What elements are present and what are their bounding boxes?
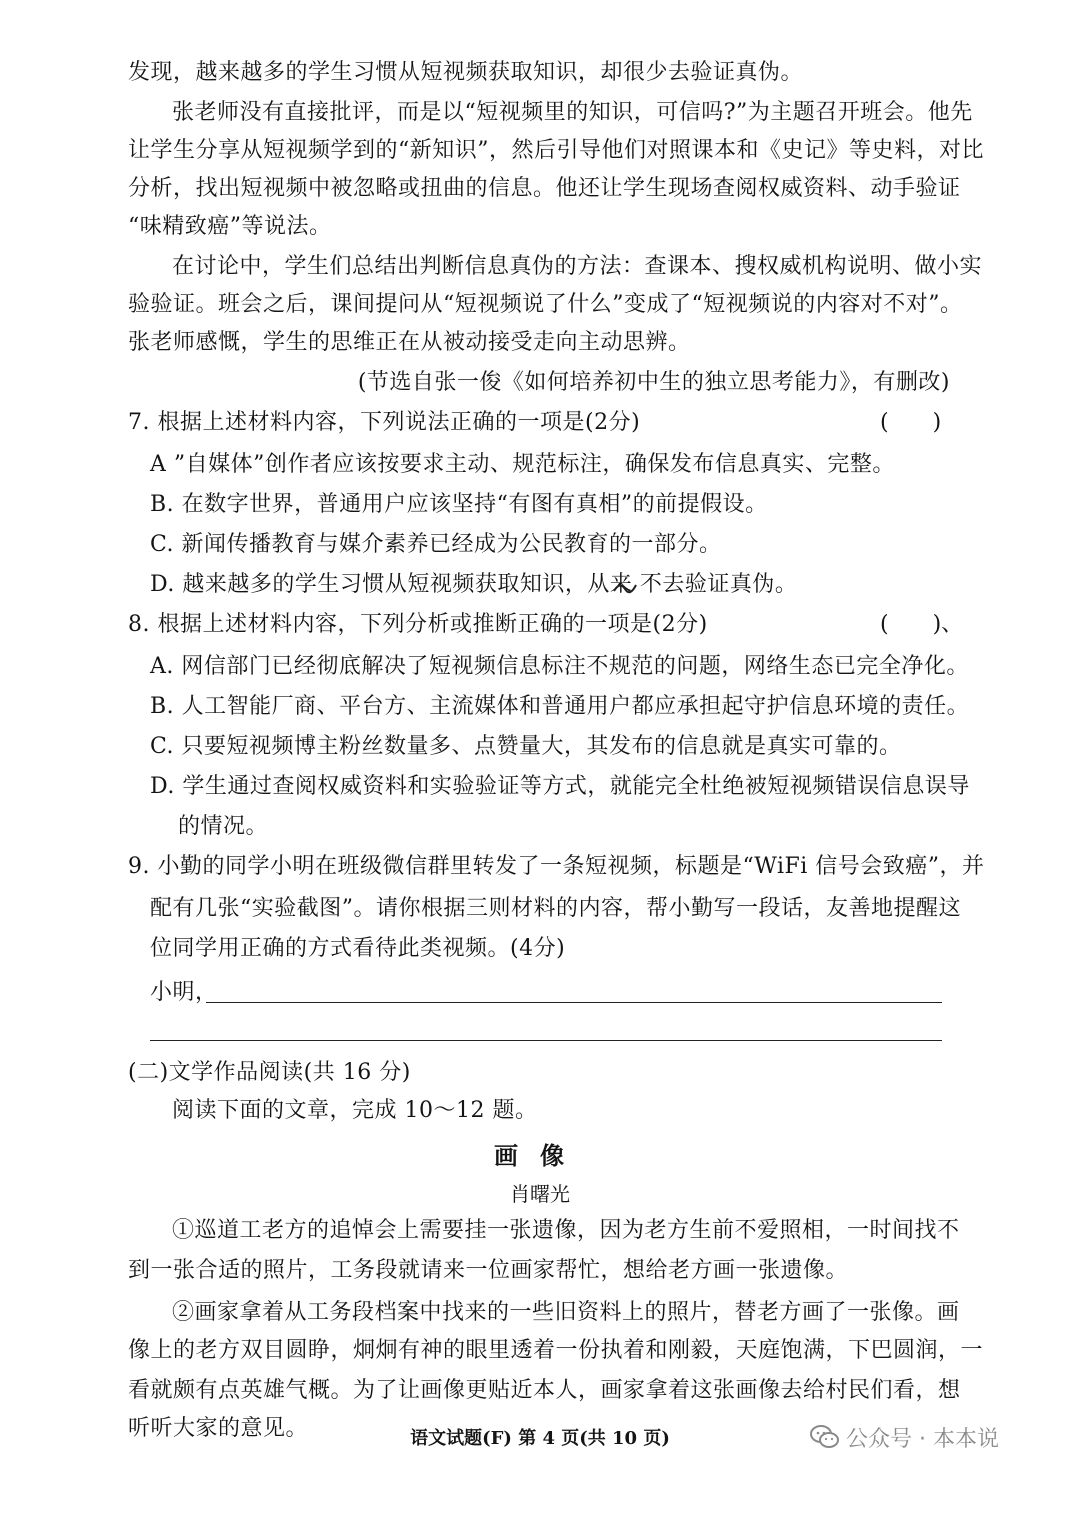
q8-option-d-cont: 的情况。 bbox=[178, 814, 269, 839]
article-title: 画像 bbox=[494, 1141, 586, 1170]
q7-stem: 7. 根据上述材料内容，下列说法正确的一项是(2分) bbox=[128, 410, 641, 435]
q8-option-a: A. 网信部门已经彻底解决了短视频信息标注不规范的问题，网络生态已完全净化。 bbox=[150, 654, 969, 679]
article-para-1-cont: 到一张合适的照片，工务段就请来一位画家帮忙，想给老方画一张遗像。 bbox=[128, 1258, 849, 1283]
q9-line-3: 位同学用正确的方式看待此类视频。(4分) bbox=[150, 936, 566, 961]
watermark bbox=[810, 1422, 999, 1456]
q7-answer-paren: ( ) bbox=[880, 410, 942, 435]
material-line-6: 在讨论中，学生们总结出判断信息真伪的方法：查课本、搜权威机构说明、做小实 bbox=[172, 254, 983, 279]
material-source: (节选自张一俊《如何培养初中生的独立思考能力》，有删改) bbox=[357, 370, 950, 395]
watermark-text: 公众号 · 本本说 bbox=[846, 1427, 999, 1452]
article-para-2-cont-1: 像上的老方双目圆睁，炯炯有神的眼里透着一份执着和刚毅，天庭饱满，下巴圆润，一 bbox=[128, 1338, 984, 1363]
q7-option-c: C. 新闻传播教育与媒介素养已经成为公民教育的一部分。 bbox=[150, 532, 722, 557]
section-instruction: 阅读下面的文章，完成 10～12 题。 bbox=[172, 1098, 538, 1123]
material-line-8: 张老师感慨，学生的思维正在从被动接受走向主动思辨。 bbox=[128, 330, 691, 355]
page-footer: 语文试题(F) 第 4 页(共 10 页) bbox=[410, 1428, 670, 1449]
material-line-2: 张老师没有直接批评，而是以“短视频里的知识，可信吗?”为主题召开班会。他先 bbox=[172, 100, 973, 125]
answer-line-2[interactable] bbox=[150, 1040, 942, 1041]
q9-line-1: 9. 小勤的同学小明在班级微信群里转发了一条短视频，标题是“WiFi 信号会致癌”，并 bbox=[128, 854, 985, 879]
section-heading: (二)文学作品阅读(共 16 分) bbox=[128, 1060, 411, 1085]
answer-line-1[interactable] bbox=[206, 1002, 942, 1003]
material-line-1: 发现，越来越多的学生习惯从短视频获取知识，却很少去验证真伪。 bbox=[128, 60, 804, 85]
material-line-4: 分析，找出短视频中被忽略或扭曲的信息。他还让学生现场查阅权威资料、动手验证 bbox=[128, 176, 961, 201]
material-line-5: “味精致癌”等说法。 bbox=[128, 214, 332, 239]
article-para-1: ①巡道工老方的追悼会上需要挂一张遗像，因为老方生前不爱照相，一时间找不 bbox=[172, 1218, 960, 1243]
article-para-2-cont-3: 听听大家的意见。 bbox=[128, 1416, 309, 1441]
article-para-2-cont-2: 看就颇有点英雄气概。为了让画像更贴近本人，画家拿着这张画像去给村民们看，想 bbox=[128, 1378, 961, 1403]
article-para-2: ②画家拿着从工务段档案中找来的一些旧资料上的照片，替老方画了一张像。画 bbox=[172, 1300, 960, 1325]
q9-answer-prefix: 小明， bbox=[150, 980, 218, 1005]
q7-option-a: A ”自媒体”创作者应该按要求主动、规范标注，确保发布信息真实、完整。 bbox=[150, 452, 895, 477]
q8-answer-paren: ( )、 bbox=[880, 612, 964, 637]
q7-option-b: B. 在数字世界，普通用户应该坚持“有图有真相”的前提假设。 bbox=[150, 492, 768, 517]
handwritten-mark bbox=[612, 577, 638, 599]
article-author: 肖曙光 bbox=[510, 1182, 570, 1206]
q8-stem: 8. 根据上述材料内容，下列分析或推断正确的一项是(2分) bbox=[128, 612, 708, 637]
material-line-3: 让学生分享从短视频学到的“新知识”，然后引导他们对照课本和《史记》等史料，对比 bbox=[128, 138, 984, 163]
q8-option-d: D. 学生通过查阅权威资料和实验验证等方式，就能完全杜绝被短视频错误信息误导 bbox=[150, 774, 970, 799]
q7-option-d: D. 越来越多的学生习惯从短视频获取知识，从来 不去验证真伪。 bbox=[150, 572, 798, 597]
q8-option-b: B. 人工智能厂商、平台方、主流媒体和普通用户都应承担起守护信息环境的责任。 bbox=[150, 694, 970, 719]
wechat-icon bbox=[810, 1424, 840, 1456]
q8-option-c: C. 只要短视频博主粉丝数量多、点赞量大，其发布的信息就是真实可靠的。 bbox=[150, 734, 902, 759]
q9-line-2: 配有几张“实验截图”。请你根据三则材料的内容，帮小勤写一段话，友善地提醒这 bbox=[150, 896, 961, 921]
material-line-7: 验验证。班会之后，课间提问从“短视频说了什么”变成了“短视频说的内容对不对”。 bbox=[128, 292, 963, 317]
